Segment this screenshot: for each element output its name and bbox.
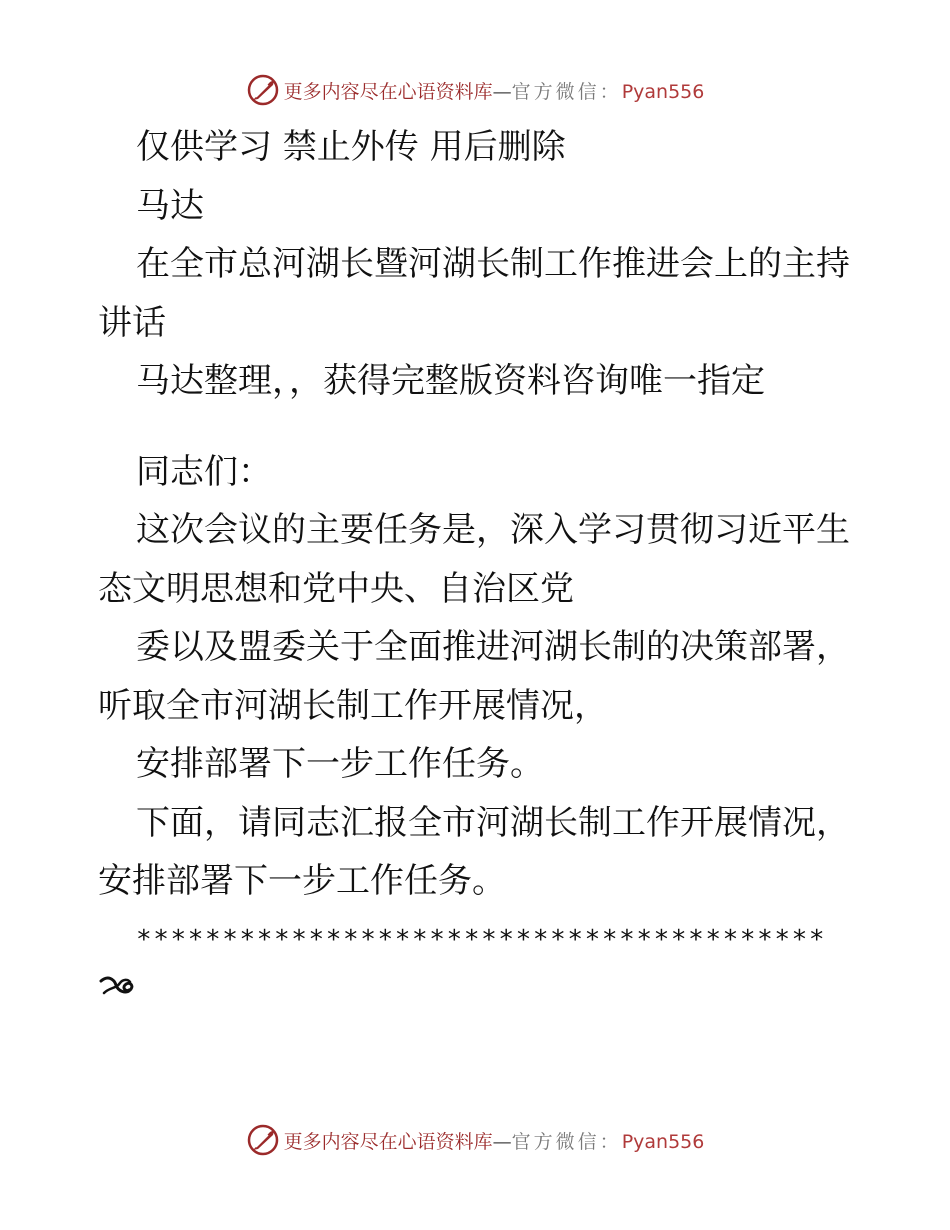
- paragraph-1b: 委以及盟委关于全面推进河湖长制的决策部署，听取全市河湖长制工作开展情况，: [98, 627, 850, 726]
- watermark-official: 官方微信：: [511, 80, 622, 103]
- watermark-account: Pyan556: [621, 1130, 705, 1153]
- paragraph-1c: 安排部署下一步工作任务。: [136, 744, 544, 784]
- watermark-dash: —: [492, 1130, 512, 1153]
- watermark-text: [284, 77, 705, 104]
- flourish-ornament-icon: [98, 973, 136, 1001]
- source-note: 马达整理，，获得完整版资料咨询唯一指定: [136, 361, 765, 401]
- separator-stars: ****************************************: [136, 924, 827, 955]
- watermark-official: 官方微信：: [511, 1130, 622, 1153]
- paragraph-gap: [98, 411, 858, 443]
- feather-pen-logo-icon: [246, 73, 280, 107]
- page-header-watermark: [0, 70, 950, 110]
- feather-pen-logo-icon: [246, 1123, 280, 1157]
- usage-notice: 仅供学习 禁止外传 用后删除: [136, 127, 566, 167]
- watermark-text: [284, 1127, 705, 1154]
- salutation: 同志们：: [136, 451, 272, 492]
- paragraph-2: 下面，请同志汇报全市河湖长制工作开展情况，安排部署下一步工作任务。: [98, 802, 850, 901]
- document-title: 在全市总河湖长暨河湖长制工作推进会上的主持讲话: [98, 244, 850, 343]
- watermark-main: 更多内容尽在心语资料库: [283, 80, 493, 103]
- watermark-dash: —: [492, 80, 512, 103]
- author-name: 马达: [136, 185, 204, 226]
- page-footer-watermark: [0, 1120, 950, 1160]
- document-body: [98, 118, 858, 1005]
- watermark-account: Pyan556: [621, 80, 705, 103]
- watermark-main: 更多内容尽在心语资料库: [283, 1130, 493, 1153]
- paragraph-1a: 这次会议的主要任务是，深入学习贯彻习近平生态文明思想和党中央、自治区党: [98, 510, 850, 609]
